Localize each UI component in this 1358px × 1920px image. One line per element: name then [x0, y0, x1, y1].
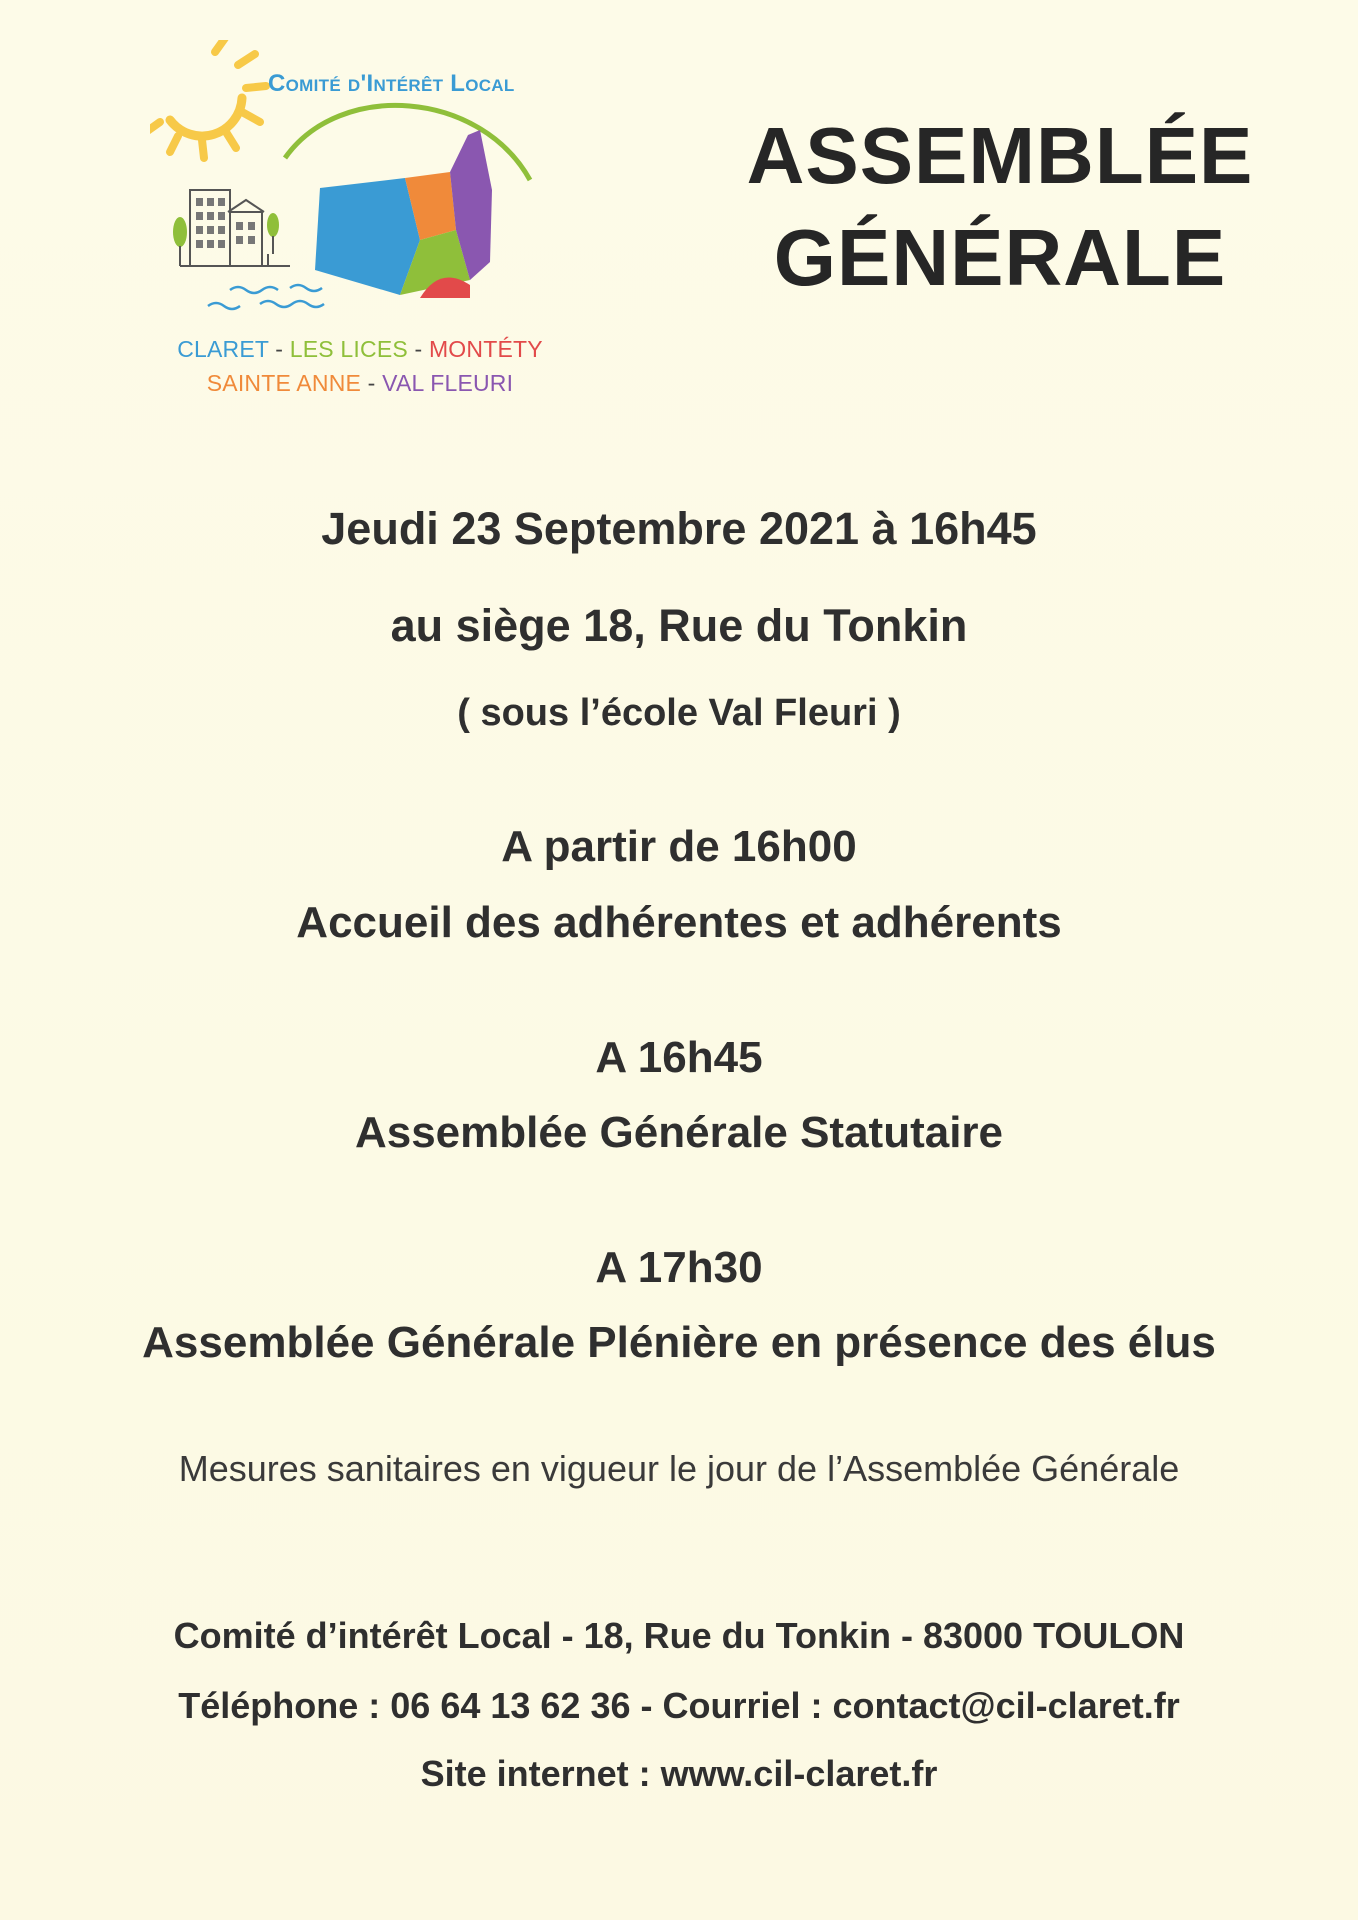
tree-icon — [173, 213, 279, 266]
buildings-icon — [190, 190, 264, 266]
footer-website: Site internet : www.cil-claret.fr — [420, 1753, 938, 1794]
waves-icon — [208, 285, 324, 309]
district-val-fleuri: VAL FLEURI — [382, 370, 514, 396]
footer-contact: Téléphone : 06 64 13 62 36 - Courriel : contact@cil-claret.fr — [178, 1685, 1180, 1726]
page-title — [680, 105, 1320, 309]
event-place: au siège 18, Rue du Tonkin — [390, 600, 968, 651]
logo-districts-row2: SAINTE ANNE - VAL FLEURI — [206, 370, 514, 396]
sanitary-notice: Mesures sanitaires en vigueur le jour de l’Assemblée Générale — [178, 1448, 1180, 1489]
event-place-note: ( sous l’école Val Fleuri ) — [457, 692, 901, 734]
logo-districts-row1: CLARET - LES LICES - MONTÉTY — [177, 336, 543, 362]
title-line-1: ASSEMBLÉE — [746, 111, 1254, 200]
title-line-2: GÉNÉRALE — [773, 213, 1227, 302]
schedule-time-2: A 16h45 — [595, 1033, 763, 1082]
event-date: Jeudi 23 Septembre 2021 à 16h45 — [321, 503, 1037, 554]
schedule-label-1: Accueil des adhérentes et adhérents — [296, 898, 1062, 947]
schedule-label-2: Assemblée Générale Statutaire — [354, 1108, 1004, 1157]
cil-logo — [150, 40, 570, 410]
district-montety: MONTÉTY — [428, 336, 543, 362]
district-map-icon — [315, 130, 492, 298]
hill-arc-icon — [285, 105, 530, 180]
district-sainte-anne: SAINTE ANNE — [206, 370, 362, 396]
footer-address: Comité d’intérêt Local - 18, Rue du Tonkin - 83000 TOULON — [173, 1615, 1185, 1656]
logo-org-name: Comité d'Intérêt Local — [268, 70, 515, 97]
schedule-time-3: A 17h30 — [595, 1243, 763, 1292]
schedule-label-3: Assemblée Générale Plénière en présence des élus — [142, 1318, 1216, 1367]
district-claret: CLARET — [177, 336, 269, 362]
sun-icon — [150, 40, 266, 158]
schedule-time-1: A partir de 16h00 — [501, 822, 857, 871]
district-les-lices: LES LICES — [289, 336, 408, 362]
